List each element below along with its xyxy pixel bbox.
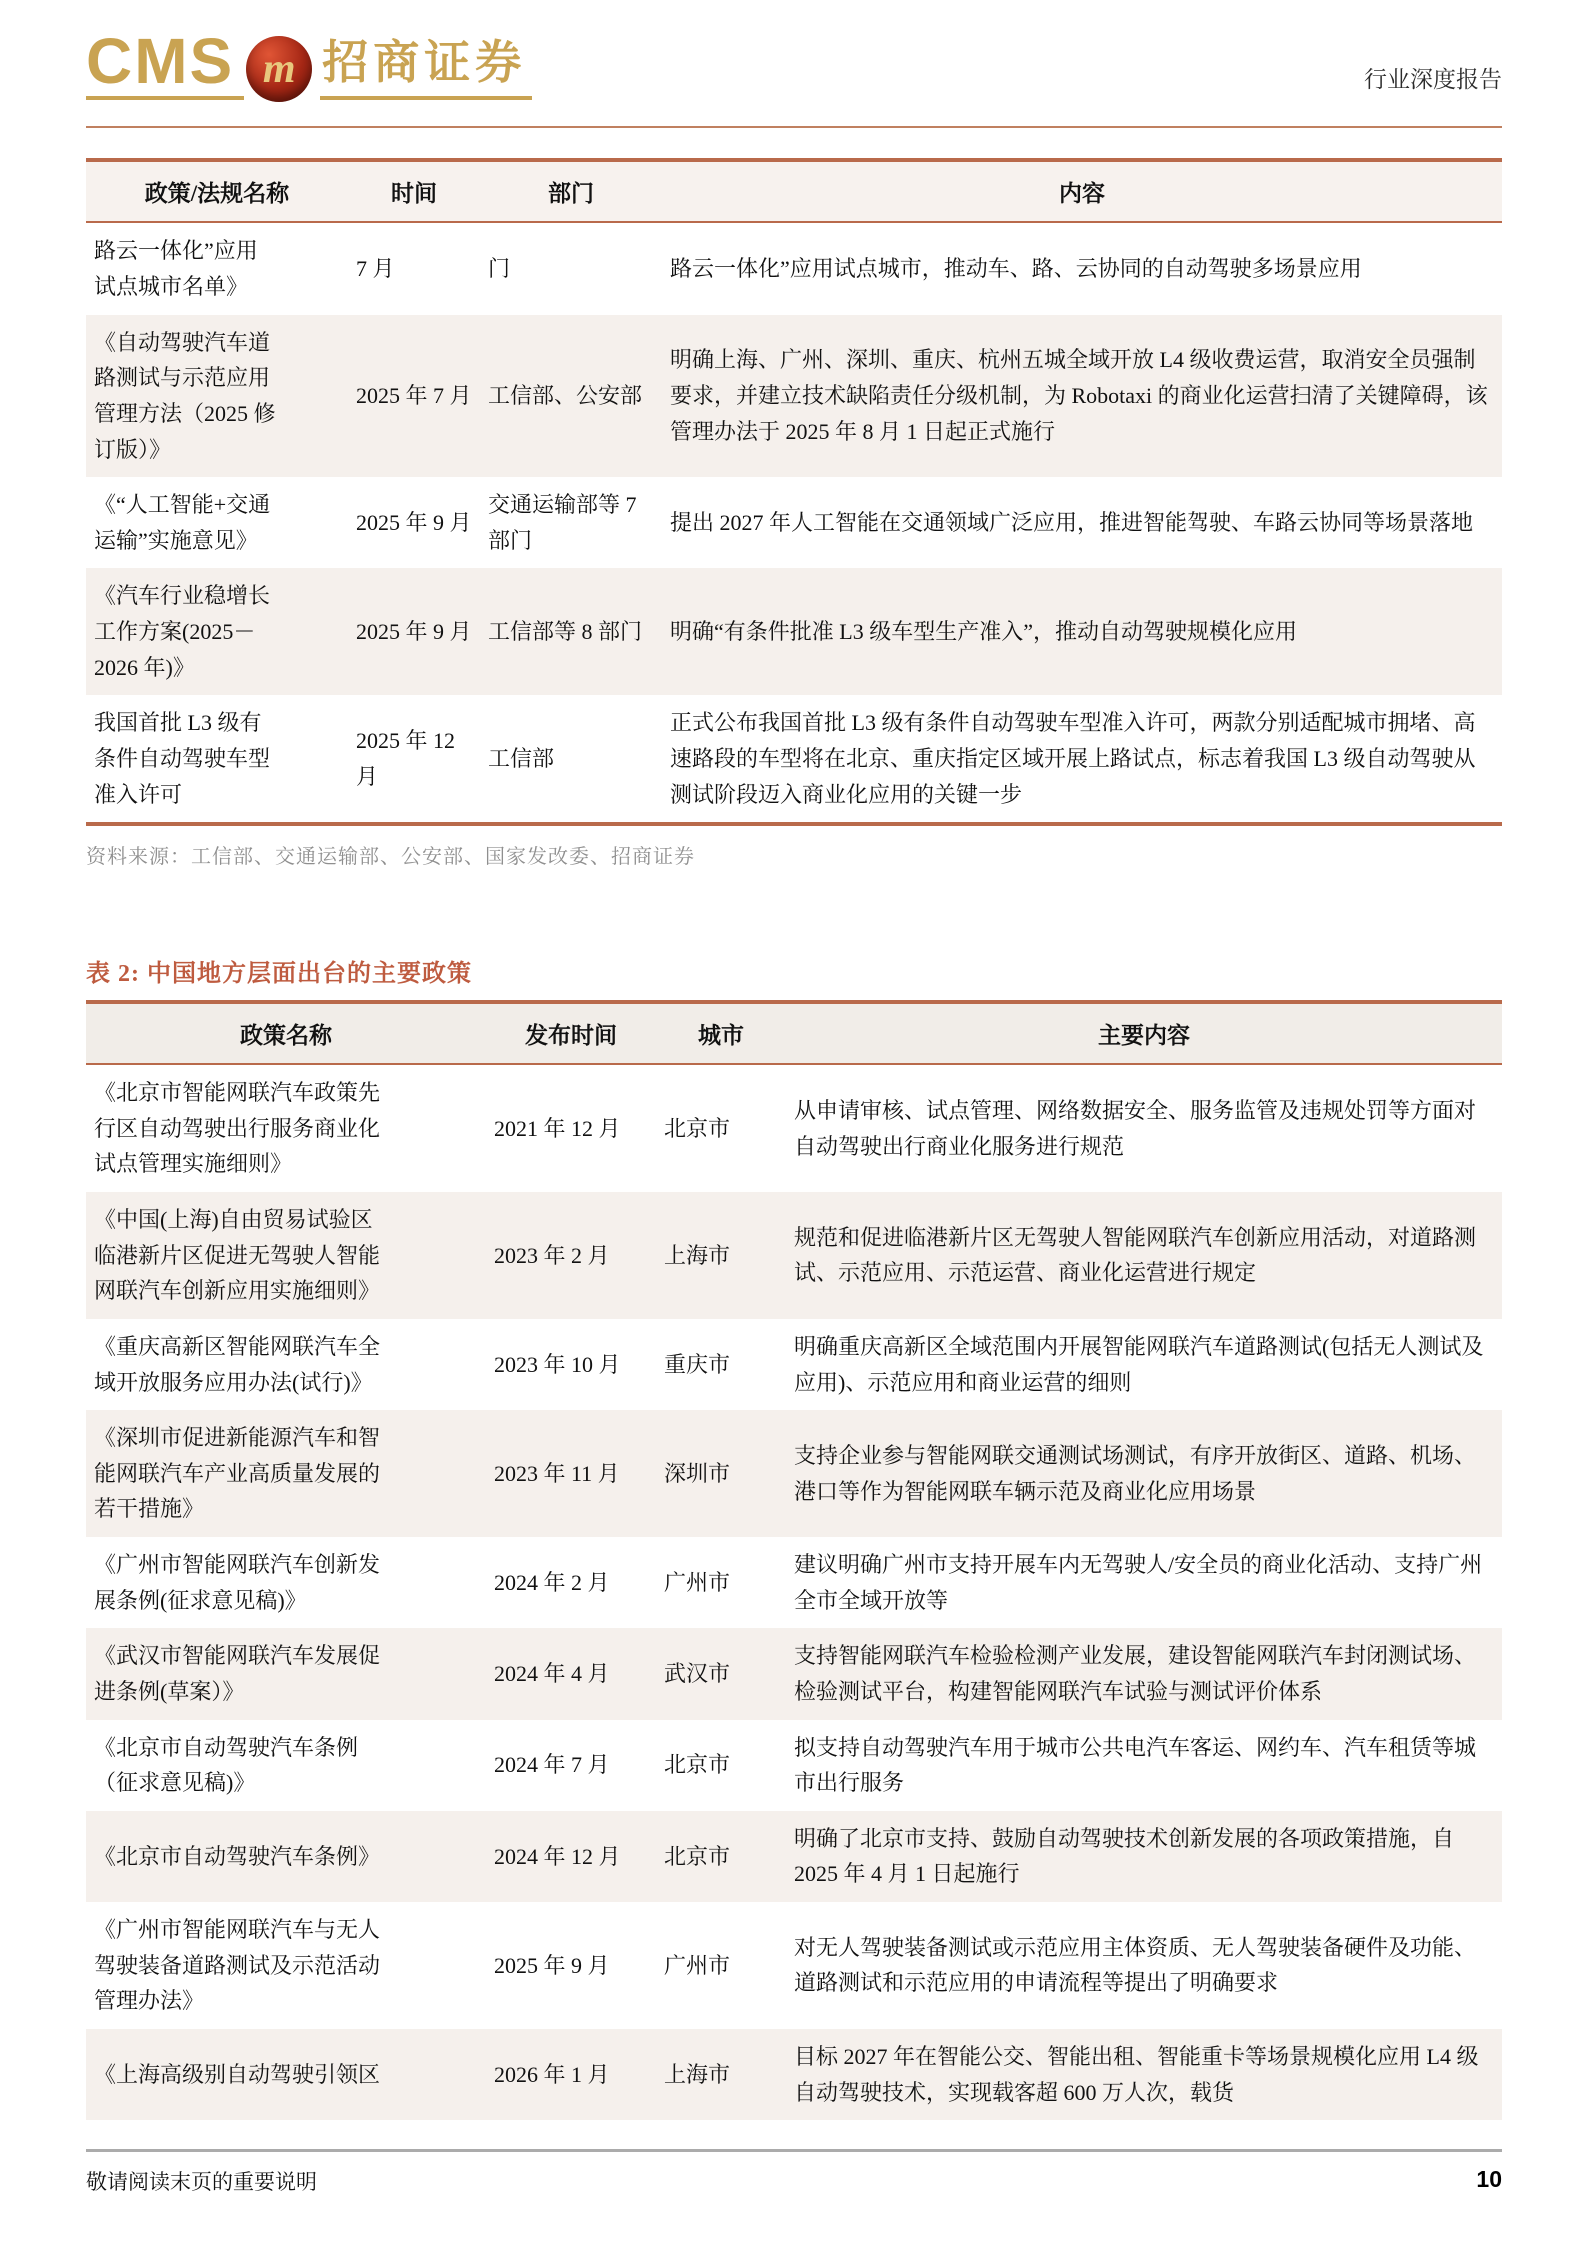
table-row — [86, 568, 1502, 695]
cell-name: 《北京市智能网联汽车政策先行区自动驾驶出行服务商业化试点管理实施细则》 — [94, 1080, 381, 1177]
cell-name: 《中国(上海)自由贸易试验区临港新片区促进无驾驶人智能网联汽车创新应用实施细则》 — [94, 1207, 381, 1304]
masthead — [0, 0, 1588, 100]
cell-name: 《重庆高新区智能网联汽车全域开放服务应用办法(试行)》 — [94, 1333, 381, 1395]
cell-name: 《武汉市智能网联汽车发展促进条例(草案）》 — [94, 1643, 381, 1704]
national-policy-table — [86, 158, 1502, 826]
column-header: 主要内容 — [786, 1002, 1502, 1064]
table-header-row — [86, 1002, 1502, 1064]
cell-city: 广州市 — [664, 1952, 731, 1978]
cell-name: 《“人工智能+交通运输”实施意见》 — [94, 492, 271, 553]
cell-content: 明确“有条件批准 L3 级车型生产准入”，推动自动驾驶规模化应用 — [670, 619, 1297, 645]
cell-time: 2025 年 12 月 — [356, 728, 456, 789]
table-row — [86, 1537, 1502, 1628]
report-type-label: 行业深度报告 — [1364, 67, 1502, 93]
cell-name: 《广州市智能网联汽车与无人驾驶装备道路测试及示范活动管理办法》 — [94, 1917, 381, 2014]
cell-time: 2024 年 12 月 — [494, 1843, 621, 1869]
cell-time: 2021 年 12 月 — [494, 1115, 621, 1141]
cell-content: 目标 2027 年在智能公交、智能出租、智能重卡等场景规模化应用 L4 级自动驾驶技术，实现载客超 600 万人次，载货 — [794, 2043, 1479, 2105]
company-name: 招商证券 — [320, 40, 532, 100]
table-header-row — [86, 160, 1502, 222]
table-row — [86, 222, 1502, 314]
cell-city: 广州市 — [664, 1569, 731, 1595]
cell-content: 从申请审核、试点管理、网络数据安全、服务监管及违规处罚等方面对自动驾驶出行商业化服务进行规范 — [794, 1097, 1477, 1159]
cell-time: 7 月 — [356, 256, 395, 282]
cell-content: 支持智能网联汽车检验检测产业发展，建设智能网联汽车封闭测试场、检验测试平台，构建智能网联汽车试验与测试评价体系 — [794, 1643, 1477, 1704]
cell-name: 《上海高级别自动驾驶引领区 — [94, 2061, 381, 2087]
cell-content: 正式公布我国首批 L3 级有条件自动驾驶车型准入许可，两款分别适配城市拥堵、高速路段的车型将在北京、重庆指定区域开展上路试点，标志着我国 L3 级自动驾驶从测试阶段迈入商业化应用的关键一步 — [670, 710, 1476, 807]
cell-content: 建议明确广州市支持开展车内无驾驶人/安全员的商业化活动、支持广州全市全域开放等 — [794, 1552, 1483, 1613]
cell-name: 《北京市自动驾驶汽车条例（征求意见稿)》 — [94, 1734, 359, 1796]
table-row — [86, 1628, 1502, 1719]
cell-content: 路云一体化”应用试点城市，推动车、路、云协同的自动驾驶多场景应用 — [670, 256, 1362, 282]
cell-name: 《自动驾驶汽车道路测试与示范应用管理方法（2025 修订版）》 — [94, 329, 276, 462]
column-header: 时间 — [348, 160, 480, 222]
column-header: 城市 — [656, 1002, 786, 1064]
cell-content: 明确了北京市支持、鼓励自动驾驶技术创新发展的各项政策措施，自 2025 年 4 月 1 日起施行 — [794, 1825, 1455, 1887]
table-row — [86, 1410, 1502, 1537]
cell-content: 提出 2027 年人工智能在交通领域广泛应用，推进智能驾驶、车路云协同等场景落地 — [670, 509, 1474, 535]
cell-content: 规范和促进临港新片区无驾驶人智能网联汽车创新应用活动，对道路测试、示范应用、示范运营、商业化运营进行规定 — [794, 1224, 1477, 1286]
footer-disclaimer: 敬请阅读末页的重要说明 — [86, 2170, 317, 2194]
cell-city: 重庆市 — [664, 1351, 731, 1377]
cell-name: 我国首批 L3 级有条件自动驾驶车型准入许可 — [94, 710, 271, 807]
cell-name: 《汽车行业稳增长工作方案(2025－2026 年)》 — [94, 583, 271, 680]
column-header: 政策名称 — [86, 1002, 486, 1064]
cell-name: 路云一体化”应用试点城市名单》 — [94, 238, 258, 300]
page-number: 10 — [1476, 2166, 1502, 2192]
table-row — [86, 695, 1502, 824]
local-policy-table-wrap — [86, 1000, 1502, 2120]
cell-time: 2024 年 2 月 — [494, 1569, 610, 1595]
table-row — [86, 1192, 1502, 1319]
table-row — [86, 315, 1502, 478]
cell-time: 2024 年 4 月 — [494, 1661, 610, 1687]
column-header: 部门 — [480, 160, 662, 222]
cell-city: 武汉市 — [664, 1661, 731, 1687]
cell-content: 支持企业参与智能网联交通测试场测试，有序开放街区、道路、机场、港口等作为智能网联车辆示范及商业化应用场景 — [794, 1442, 1477, 1504]
table-row — [86, 1720, 1502, 1811]
cell-time: 2025 年 7 月 — [356, 383, 472, 409]
cell-name: 《北京市自动驾驶汽车条例》 — [94, 1843, 381, 1869]
cell-dept: 工信部、公安部 — [488, 383, 643, 409]
column-header: 内容 — [662, 160, 1502, 222]
cell-dept: 交通运输部等 7 部门 — [488, 492, 637, 553]
table-row — [86, 477, 1502, 568]
cell-time: 2026 年 1 月 — [494, 2061, 610, 2087]
cell-city: 北京市 — [664, 1115, 731, 1141]
cell-name: 《深圳市促进新能源汽车和智能网联汽车产业高质量发展的若干措施》 — [94, 1425, 381, 1522]
cell-time: 2025 年 9 月 — [494, 1952, 610, 1978]
cell-city: 北京市 — [664, 1843, 731, 1869]
national-policy-table-wrap — [86, 158, 1502, 826]
table-row — [86, 1064, 1502, 1192]
cell-content: 拟支持自动驾驶汽车用于城市公共电汽车客运、网约车、汽车租赁等城市出行服务 — [794, 1734, 1477, 1796]
cms-logo — [86, 25, 532, 100]
table1-source-note: 资料来源：工信部、交通运输部、公安部、国家发改委、招商证券 — [86, 846, 695, 869]
cell-dept: 工信部等 8 部门 — [488, 619, 643, 645]
table-row — [86, 1319, 1502, 1410]
header-divider — [86, 126, 1502, 128]
cell-content: 明确上海、广州、深圳、重庆、杭州五城全域开放 L4 级收费运营，取消安全员强制要求，并建立技术缺陷责任分级机制，为 Robotaxi 的商业化运营扫清了关键障碍，该管理办法于 2025 年 8 月 1 日起正式施行 — [670, 347, 1488, 444]
cell-city: 北京市 — [664, 1752, 731, 1778]
cell-time: 2024 年 7 月 — [494, 1752, 610, 1778]
cell-time: 2023 年 10 月 — [494, 1351, 621, 1377]
column-header: 政策/法规名称 — [86, 160, 348, 222]
column-header: 发布时间 — [486, 1002, 656, 1064]
cell-time: 2023 年 11 月 — [494, 1460, 620, 1486]
cell-time: 2025 年 9 月 — [356, 619, 472, 645]
table-row — [86, 2029, 1502, 2120]
cell-city: 上海市 — [664, 2061, 731, 2087]
cell-time: 2025 年 9 月 — [356, 509, 472, 535]
cell-city: 上海市 — [664, 1242, 731, 1268]
cms-logo-icon: m — [246, 36, 312, 102]
cell-name: 《广州市智能网联汽车创新发展条例(征求意见稿)》 — [94, 1552, 381, 1613]
cell-dept: 工信部 — [488, 745, 555, 771]
local-policy-table — [86, 1000, 1502, 2120]
table2-title: 表 2: 中国地方层面出台的主要政策 — [86, 961, 472, 988]
cell-time: 2023 年 2 月 — [494, 1242, 610, 1268]
table-row — [86, 1902, 1502, 2029]
cell-dept: 门 — [488, 256, 511, 282]
cms-logo-text: CMS — [86, 34, 244, 100]
cell-content: 明确重庆高新区全域范围内开展智能网联汽车道路测试(包括无人测试及应用)、示范应用和商业运营的细则 — [794, 1333, 1484, 1395]
page-footer — [0, 2149, 1588, 2245]
cell-city: 深圳市 — [664, 1460, 731, 1486]
table-row — [86, 1811, 1502, 1902]
cell-content: 对无人驾驶装备测试或示范应用主体资质、无人驾驶装备硬件及功能、道路测试和示范应用的申请流程等提出了明确要求 — [794, 1934, 1477, 1996]
